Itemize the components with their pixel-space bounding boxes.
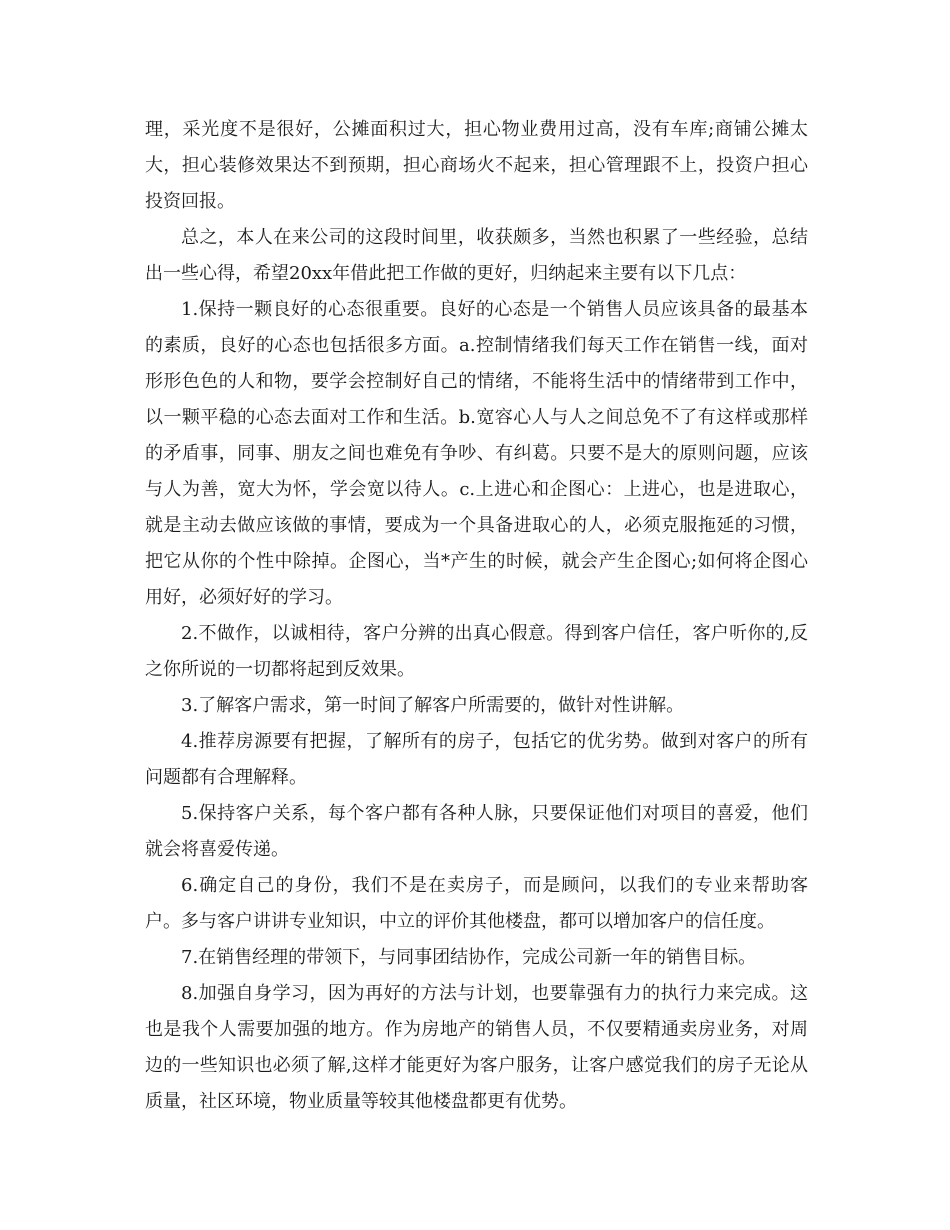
paragraph-point-7: 7.在销售经理的带领下，与同事团结协作，完成公司新一年的销售目标。 bbox=[181, 947, 757, 968]
document-body bbox=[145, 112, 808, 1120]
paragraph-point-3: 3.了解客户需求，第一时间了解客户所需要的，做针对性讲解。 bbox=[181, 695, 685, 716]
paragraph-point-5: 5.保持客户关系，每个客户都有各种人脉，只要保证他们对项目的喜爱，他们就会将喜爱传递。 bbox=[145, 803, 808, 860]
paragraph-point-4: 4.推荐房源要有把握，了解所有的房子，包括它的优劣势。做到对客户的所有问题都有合理解释。 bbox=[145, 731, 808, 788]
paragraph-point-6: 6.确定自己的身份，我们不是在卖房子，而是顾问，以我们的专业来帮助客户。多与客户讲讲专业知识，中立的评价其他楼盘，都可以增加客户的信任度。 bbox=[145, 875, 808, 932]
paragraph-summary: 总之，本人在来公司的这段时间里，收获颇多，当然也积累了一些经验，总结出一些心得，希望20xx年借此把工作做的更好，归纳起来主要有以下几点： bbox=[145, 227, 808, 284]
paragraph-point-1: 1.保持一颗良好的心态很重要。良好的心态是一个销售人员应该具备的最基本的素质，良好的心态也包括很多方面。a.控制情绪我们每天工作在销售一线，面对形形色色的人和物，要学会控制好自己的情绪，不能将生活中的情绪带到工作中，以一颗平稳的心态去面对工作和生活。b.宽容心人与人之间总免不了有这样或那样的矛盾事，同事、朋友之间也难免有争吵、有纠葛。只要不是大的原则问题，应该与人为善，宽大为怀，学会宽以待人。c.上进心和企图心：上进心，也是进取心，就是主动去做应该做的事情，要成为一个具备进取心的人，必须克服拖延的习惯，把它从你的个性中除掉。企图心，当*产生的时候，就会产生企图心;如何将企图心用好，必须好好的学习。 bbox=[145, 299, 808, 608]
paragraph-point-2: 2.不做作，以诚相待，客户分辨的出真心假意。得到客户信任，客户听你的,反之你所说的一切都将起到反效果。 bbox=[145, 623, 808, 680]
paragraph-continuation: 理，采光度不是很好，公摊面积过大，担心物业费用过高，没有车库;商铺公摊太大，担心装修效果达不到预期，担心商场火不起来，担心管理跟不上，投资户担心投资回报。 bbox=[145, 119, 808, 212]
paragraph-point-8: 8.加强自身学习，因为再好的方法与计划，也要靠强有力的执行力来完成。这也是我个人需要加强的地方。作为房地产的销售人员，不仅要精通卖房业务，对周边的一些知识也必须了解,这样才能更好为客户服务，让客户感觉我们的房子无论从质量，社区环境，物业质量等较其他楼盘都更有优势。 bbox=[145, 983, 808, 1112]
